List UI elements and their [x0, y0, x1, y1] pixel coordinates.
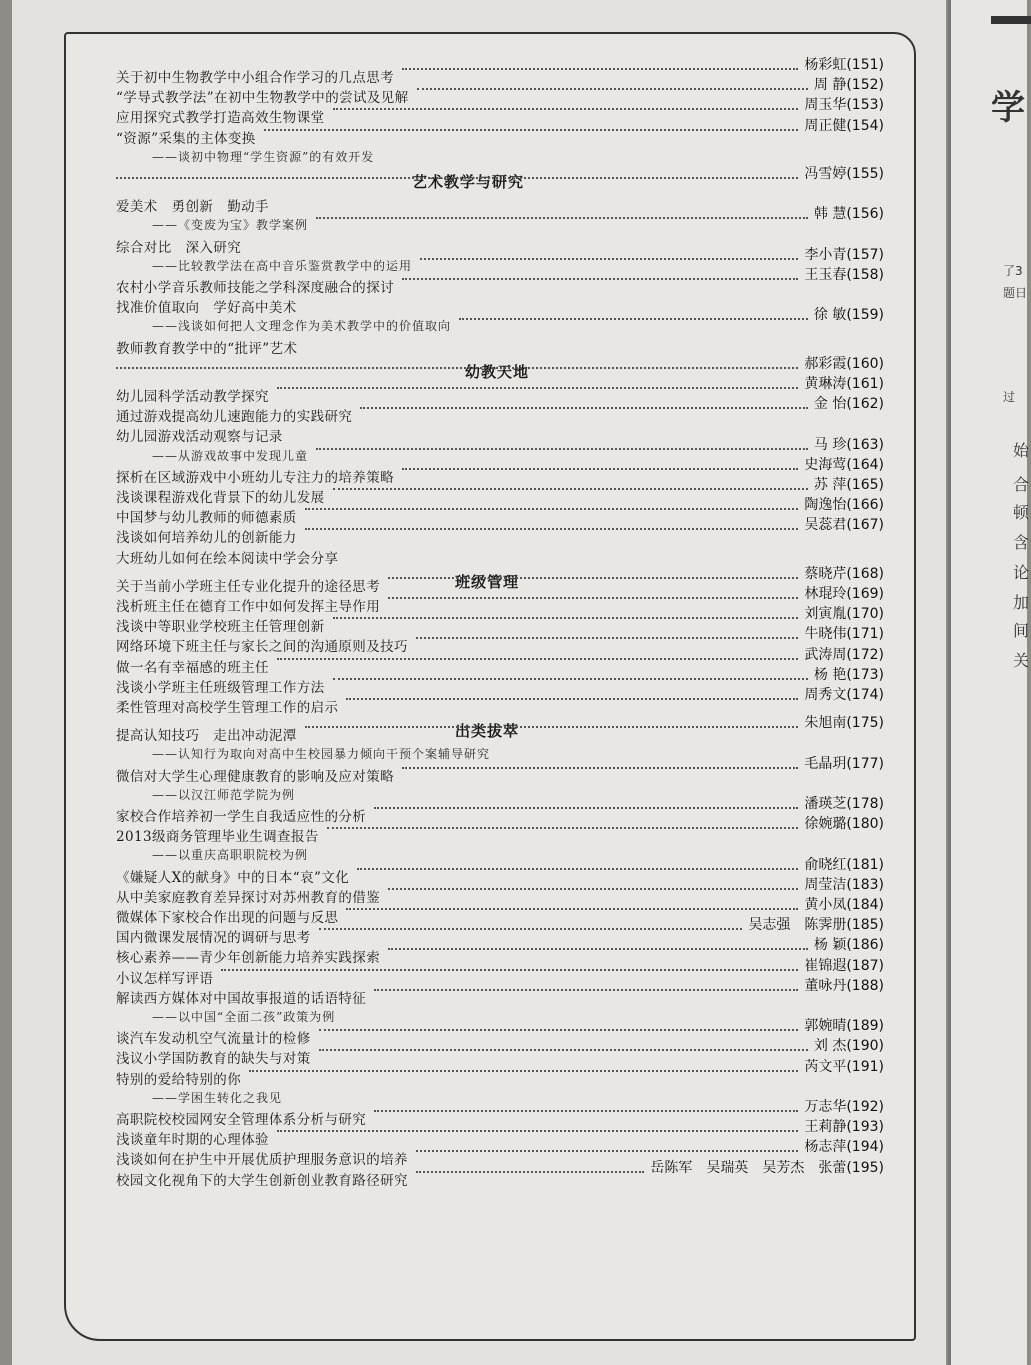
toc-entry-author: 林琨玲(169) [804, 586, 884, 602]
toc-entry-author: 金 怡(162) [813, 396, 884, 413]
toc-entry-title[interactable]: 中国梦与幼儿教师的师德素质 [116, 510, 297, 527]
section-heading: 艺术教学与研究 [412, 173, 525, 191]
leader-dots [316, 217, 808, 219]
header-bar [991, 16, 1031, 24]
leader-dots [402, 468, 798, 470]
toc-entry-author: 马 珍(163) [813, 436, 884, 453]
toc-entry-title[interactable]: 从中美家庭教育差异探讨对苏州教育的借鉴 [116, 889, 381, 906]
toc-entry-title[interactable]: 微信对大学生心理健康教育的影响及应对策略 [116, 768, 394, 785]
leader-dots [416, 1150, 798, 1152]
toc-entry-author: 芮文平(191) [804, 1058, 884, 1075]
toc-entry-title[interactable]: 柔性管理对高校学生管理工作的启示 [116, 700, 339, 716]
toc-entry-author: 史海莺(164) [804, 456, 884, 473]
leader-dots [277, 1130, 798, 1132]
leader-dots [346, 698, 798, 700]
section-heading: 幼教天地 [465, 362, 530, 381]
toc-entry-title[interactable]: 农村小学音乐教师技能之学科深度融合的探讨 [116, 280, 394, 296]
leader-dots [420, 258, 798, 260]
toc-entry-title[interactable]: 浅谈课程游戏化背景下的幼儿发展 [116, 490, 325, 506]
toc-entry-subtitle: ——浅谈如何把人文理念作为美术教学中的价值取向 [152, 319, 452, 334]
toc-entry-title[interactable]: 校园文化视角下的大学生创新创业教育路径研究 [116, 1172, 408, 1189]
toc-entry-author: 刘 杰(190) [813, 1038, 884, 1055]
leader-dots [417, 88, 808, 90]
section-heading: 班级管理 [455, 572, 520, 591]
toc-entry-author: 杨 艳(173) [813, 666, 884, 683]
toc-entry-author: 郭婉晴(189) [804, 1018, 884, 1035]
leader-dots [459, 318, 808, 320]
toc-entry-subtitle: ——学困生转化之我见 [152, 1090, 283, 1105]
toc-entry-title[interactable]: 高职院校校园网安全管理体系分析与研究 [116, 1112, 367, 1128]
toc-entry-title[interactable]: 《嫌疑人X的献身》中的日本“哀”文化 [116, 869, 350, 886]
toc-entry-author: 王玉春(158) [804, 267, 884, 283]
leader-dots [402, 278, 798, 280]
leader-dots [416, 1171, 644, 1173]
toc-entry-title[interactable]: 大班幼儿如何在绘本阅读中学会分享 [116, 550, 339, 567]
toc-entry-subtitle: ——认知行为取向对高中生校园暴力倾向干预个案辅导研究 [152, 747, 491, 762]
leader-dots [327, 827, 798, 829]
leader-dots [277, 658, 798, 660]
toc-entry-title[interactable]: 提高认知技巧 走出冲动泥潭 [116, 728, 297, 745]
leader-dots [264, 129, 798, 131]
leader-dots [388, 948, 808, 950]
right-page-fragment: 过 [1003, 390, 1016, 404]
toc-entry-author: 万志华(192) [804, 1099, 884, 1115]
toc-entry-title[interactable]: 浅谈中等职业学校班主任管理创新 [116, 619, 325, 636]
toc-entry-author: 王莉静(193) [804, 1119, 884, 1136]
toc-entry-author: 苏 萍(165) [813, 477, 884, 493]
toc-entry-title[interactable]: 浅议小学国防教育的缺失与对策 [116, 1051, 311, 1068]
toc-entry-title[interactable]: 关于初中生物教学中小组合作学习的几点思考 [116, 70, 394, 86]
toc-entry-subtitle: ——《变废为宝》教学案例 [152, 218, 309, 233]
section-heading: 出类拔萃 [455, 722, 520, 741]
page-right-edge [948, 0, 1030, 1365]
leader-dots [116, 367, 798, 369]
toc-entry-author: 李小青(157) [804, 246, 884, 263]
toc-entry-title[interactable]: 浅谈如何培养幼儿的创新能力 [116, 530, 297, 547]
leader-dots [346, 908, 798, 910]
leader-dots [221, 969, 798, 971]
toc-entry-author: 吴志强 陈霁册(185) [748, 917, 884, 934]
toc-entry-author: 杨 颖(186) [813, 937, 884, 954]
leader-dots [249, 1070, 798, 1072]
toc-entry-subtitle: ——比较教学法在高中音乐鉴赏教学中的运用 [152, 258, 413, 273]
leader-dots [357, 868, 798, 870]
leader-dots [319, 928, 742, 930]
toc-entry-title[interactable]: 教师教育教学中的“批评”艺术 [116, 340, 298, 357]
toc-entry-author: 刘寅胤(170) [804, 606, 884, 623]
leader-dots [388, 577, 798, 579]
toc-entry-subtitle: ——从游戏故事中发现儿童 [152, 448, 309, 463]
leader-dots [388, 888, 798, 890]
leader-dots [277, 387, 798, 389]
toc-entry-author: 徐婉璐(180) [804, 816, 884, 833]
toc-entry-author: 徐 敏(159) [813, 307, 884, 324]
right-page-fragment: 顿 [1013, 503, 1030, 522]
toc-entry-title[interactable]: 综合对比 深入研究 [116, 239, 242, 256]
toc-entry-author: 牛晓伟(171) [804, 626, 884, 643]
toc-entry-title[interactable]: “资源”采集的主体变换 [116, 130, 256, 147]
toc-entry-author: 黄琳涛(161) [804, 376, 884, 392]
leader-dots [333, 108, 798, 110]
toc-entry-title[interactable]: “学导式教学法”在初中生物教学中的尝试及见解 [116, 90, 409, 107]
toc-entry-title[interactable]: 2013级商务管理毕业生调查报告 [116, 829, 319, 846]
toc-entry-title[interactable]: 探析在区域游戏中小班幼儿专注力的培养策略 [116, 469, 394, 486]
leader-dots [316, 448, 808, 450]
toc-entry-author: 董咏丹(188) [804, 977, 884, 994]
leader-dots [305, 528, 798, 530]
toc-entry-author: 周莹洁(183) [804, 876, 884, 893]
toc-entry-author: 俞晓红(181) [804, 856, 884, 873]
toc-entry-author: 周秀文(174) [804, 687, 884, 703]
toc-entry-title[interactable]: 谈汽车发动机空气流量计的检修 [116, 1031, 311, 1048]
right-page-title-char: 学 [991, 88, 1025, 128]
toc-entry-author: 杨志萍(194) [804, 1139, 884, 1156]
right-page-fragment: 含 [1013, 533, 1030, 552]
leader-dots [388, 597, 798, 599]
toc-entry-author: 周正健(154) [804, 117, 884, 134]
toc-entry-author: 冯雪婷(155) [804, 166, 884, 182]
toc-entry-author: 陶逸怡(166) [804, 497, 884, 514]
toc-entry-subtitle: ——以中国“全面二孩”政策为例 [152, 1010, 336, 1024]
leader-dots [116, 177, 798, 179]
leader-dots [305, 726, 798, 728]
toc-entry-title[interactable]: 浅谈童年时期的心理体验 [116, 1132, 269, 1149]
toc-entry-author: 吴蕊君(167) [804, 517, 884, 534]
toc-entry-subtitle: ——谈初中物理“学生资源”的有效开发 [152, 149, 375, 164]
toc-entry-author: 武涛周(172) [804, 646, 884, 663]
right-page-fragment: 加 [1013, 593, 1030, 612]
page-left [12, 0, 946, 1365]
toc-entry-author: 蔡晓芹(168) [804, 565, 884, 582]
toc-entry-title[interactable]: 微媒体下家校合作出现的问题与反思 [116, 910, 339, 926]
toc-entry-title[interactable]: 特别的爱给特别的你 [116, 1071, 242, 1088]
toc-entry-author: 周 静(152) [813, 77, 884, 94]
toc-entry-title[interactable]: 找准价值取向 学好高中美术 [116, 300, 297, 317]
toc-entry-author: 朱旭南(175) [804, 715, 884, 732]
leader-dots [374, 807, 798, 809]
leader-dots [333, 678, 808, 680]
leader-dots [374, 1110, 798, 1112]
toc-entry-author: 周玉华(153) [804, 97, 884, 114]
toc-entry-author: 郝彩霞(160) [804, 355, 884, 372]
toc-entry-title[interactable]: 幼儿园游戏活动观察与记录 [116, 429, 283, 446]
toc-entry-author: 黄小凤(184) [804, 897, 884, 913]
toc-entry-author: 韩 慧(156) [813, 206, 884, 223]
right-page-fragment: 始 [1013, 441, 1030, 460]
leader-dots [360, 407, 808, 409]
leader-dots [402, 68, 798, 70]
toc-entry-title[interactable]: 爱美术 勇创新 勤动手 [116, 199, 269, 216]
toc-entry-author: 毛晶玥(177) [804, 755, 884, 772]
right-page-fragment: 题日 [1003, 286, 1028, 300]
toc-entry-title[interactable]: 浅谈如何在护生中开展优质护理服务意识的培养 [116, 1152, 408, 1169]
right-page-fragment: 间 [1013, 621, 1030, 640]
leader-dots [416, 637, 798, 639]
toc-entry-title[interactable]: 浅谈小学班主任班级管理工作方法 [116, 679, 325, 696]
toc-entry-title[interactable]: 应用探究式教学打造高效生物课堂 [116, 110, 325, 127]
toc-entry-title[interactable]: 浅析班主任在德育工作中如何发挥主导作用 [116, 599, 381, 615]
right-page-fragment: 了3 [1003, 264, 1023, 278]
toc-entry-title[interactable]: 解读西方媒体对中国故事报道的话语特征 [116, 990, 367, 1007]
toc-entry-title[interactable]: 家校合作培养初一学生自我适应性的分析 [116, 809, 367, 825]
toc-entry-author: 杨彩虹(151) [804, 57, 884, 73]
right-page-fragment: 关 [1013, 651, 1030, 670]
leader-dots [305, 508, 798, 510]
toc-entry-title[interactable]: 小议怎样写评语 [116, 970, 214, 987]
leader-dots [319, 1029, 798, 1031]
toc-entry-title[interactable]: 通过游戏提高幼儿速跑能力的实践研究 [116, 409, 353, 426]
toc-entry-title[interactable]: 核心素养——青少年创新能力培养实践探索 [116, 950, 381, 967]
toc-entry-author: 崔锦遐(187) [804, 957, 884, 974]
toc-entry-title[interactable]: 幼儿园科学活动教学探究 [116, 389, 269, 405]
leader-dots [333, 488, 808, 490]
toc-entry-author: 岳陈军 吴瑞英 吴芳杰 张蕾(195) [650, 1159, 884, 1176]
leader-dots [402, 767, 798, 769]
toc-entry-author: 潘瑛芝(178) [804, 796, 884, 812]
toc-entry-subtitle: ——以重庆高职职院校为例 [152, 848, 309, 863]
toc-entry-subtitle: ——以汉江师范学院为例 [152, 787, 296, 802]
toc-entry-title[interactable]: 做一名有幸福感的班主任 [116, 659, 269, 676]
right-page-fragment: 论 [1013, 563, 1030, 582]
toc-entry-title[interactable]: 国内微课发展情况的调研与思考 [116, 930, 311, 947]
toc-entry-title[interactable]: 网络环境下班主任与家长之间的沟通原则及技巧 [116, 639, 408, 656]
leader-dots [333, 617, 798, 619]
right-page-fragment: 合 [1013, 475, 1030, 494]
leader-dots [374, 989, 798, 991]
leader-dots [319, 1049, 808, 1051]
toc-entry-title[interactable]: 关于当前小学班主任专业化提升的途径思考 [116, 578, 381, 595]
